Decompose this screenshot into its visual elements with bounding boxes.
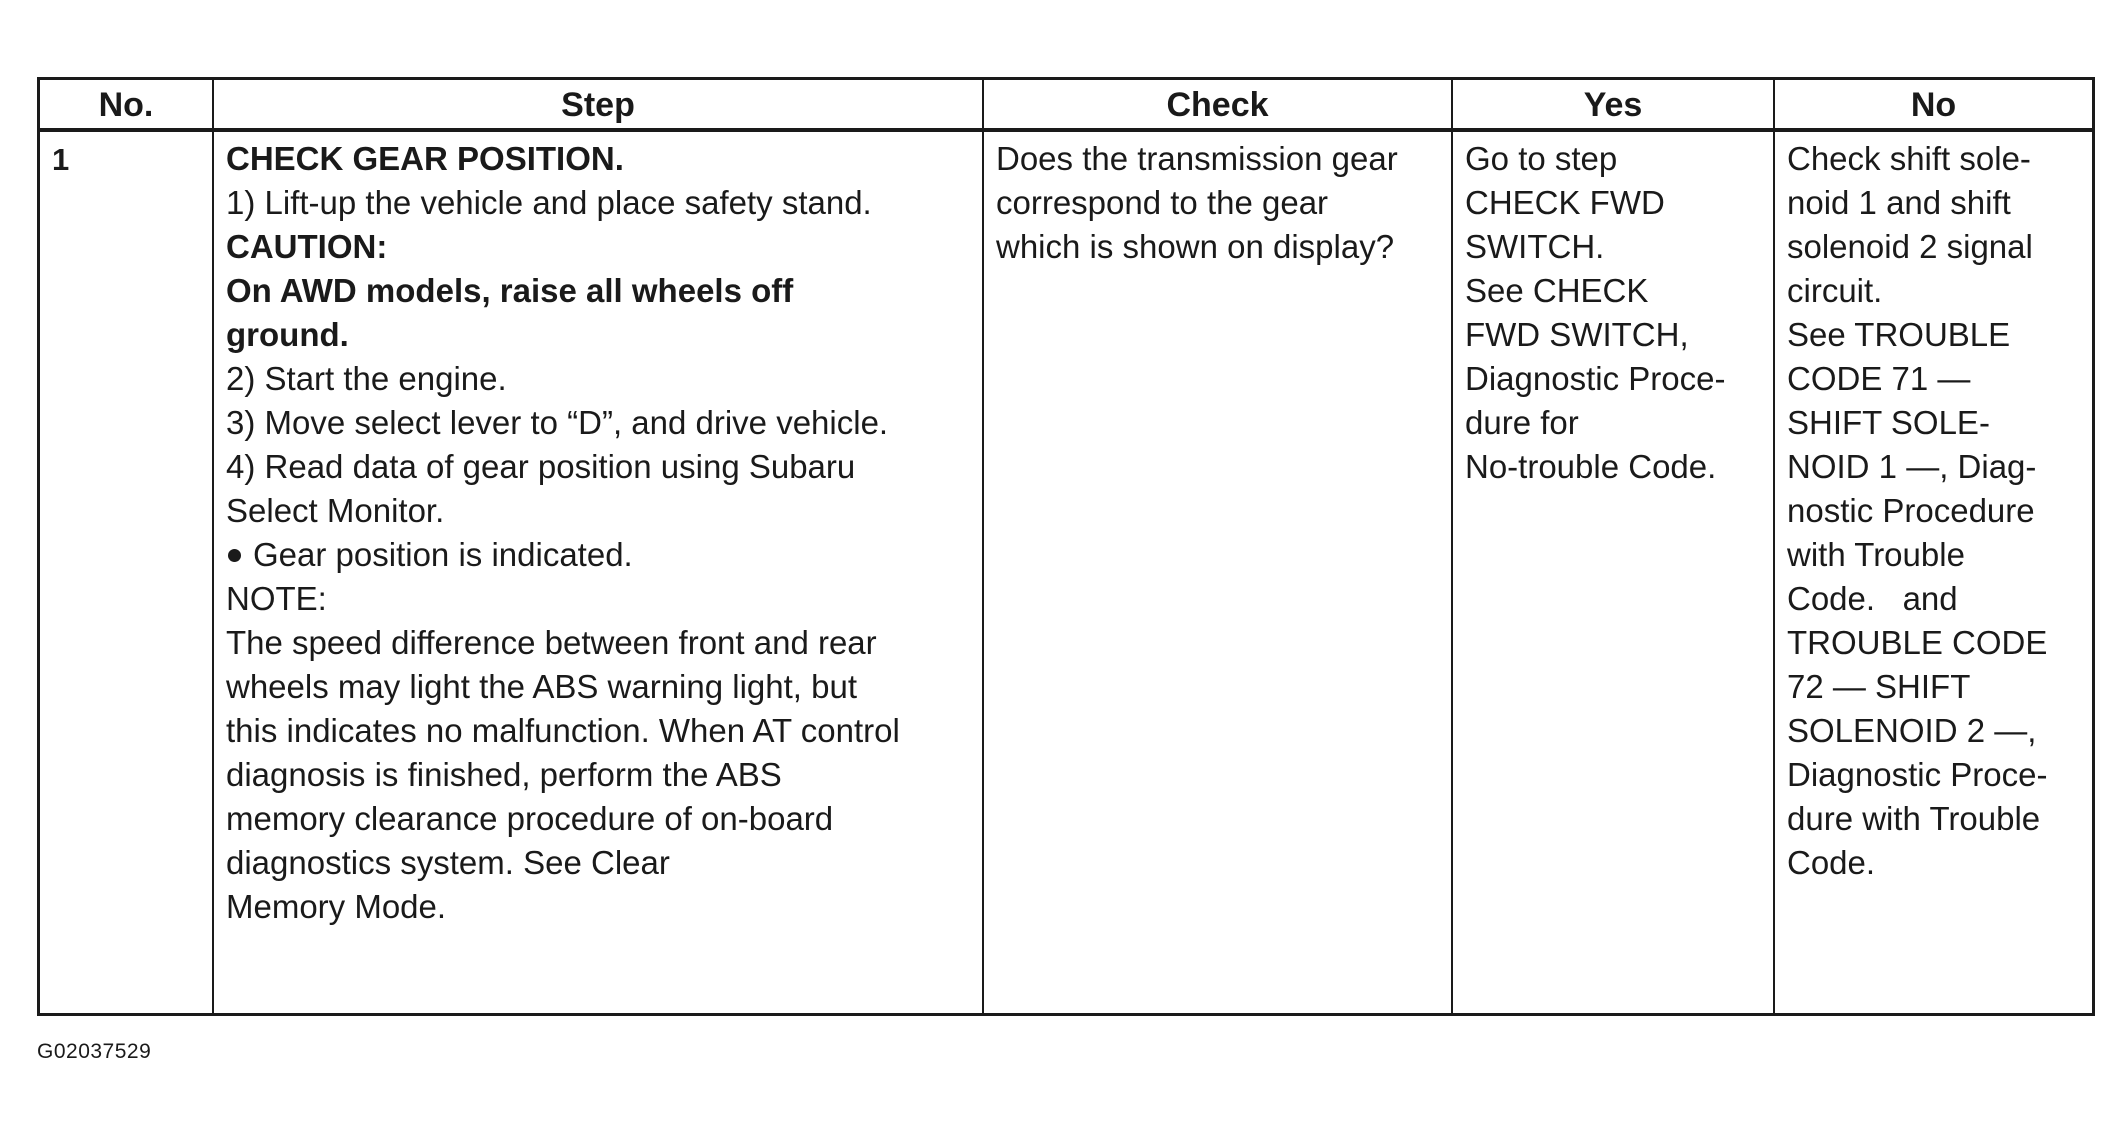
bullet-icon xyxy=(228,549,241,562)
caution-text: On AWD models, raise all wheels off xyxy=(226,272,794,309)
yes-line: Diagnostic Proce- xyxy=(1465,360,1726,397)
figure-id: G02037529 xyxy=(37,1040,152,1063)
note-text: memory clearance procedure of on-board xyxy=(226,800,834,837)
table-header-row xyxy=(40,80,2092,130)
caution-label: CAUTION: xyxy=(226,228,388,265)
note-label: NOTE: xyxy=(226,580,327,617)
step-number: 1 xyxy=(52,142,70,177)
no-line: See TROUBLE xyxy=(1787,316,2011,353)
note-text: diagnostics system. See Clear xyxy=(226,844,670,881)
diagnostic-table-frame xyxy=(37,77,2095,1016)
check-line: which is shown on display? xyxy=(996,228,1395,265)
step-line: 2) Start the engine. xyxy=(226,360,507,397)
check-line: Does the transmission gear xyxy=(996,140,1398,177)
cell-step xyxy=(213,130,983,1013)
no-line: Diagnostic Proce- xyxy=(1787,756,2048,793)
check-line: correspond to the gear xyxy=(996,184,1329,221)
no-line: NOID 1 —, Diag- xyxy=(1787,448,2037,485)
no-line: CODE 71 — xyxy=(1787,360,1971,397)
diagnostic-table xyxy=(40,80,2092,1013)
no-line: 72 — SHIFT xyxy=(1787,668,1971,705)
no-line: solenoid 2 signal xyxy=(1787,228,2033,265)
no-line: Code. and xyxy=(1787,580,1958,617)
bullet-item xyxy=(226,533,972,577)
header-no: No. xyxy=(40,80,213,130)
no-line: Check shift sole- xyxy=(1787,140,2031,177)
no-line: noid 1 and shift xyxy=(1787,184,2011,221)
yes-line: FWD SWITCH, xyxy=(1465,316,1689,353)
yes-line: CHECK FWD xyxy=(1465,184,1665,221)
header-check: Check xyxy=(983,80,1452,130)
yes-line: dure for xyxy=(1465,404,1579,441)
table-row xyxy=(40,130,2092,1013)
note-text: Memory Mode. xyxy=(226,888,447,925)
yes-line: Go to step xyxy=(1465,140,1618,177)
yes-line: See CHECK xyxy=(1465,272,1649,309)
cell-check xyxy=(983,130,1452,1013)
step-line: 1) Lift-up the vehicle and place safety stand. xyxy=(226,184,872,221)
cell-yes xyxy=(1452,130,1774,1013)
header-no-result: No xyxy=(1774,80,2092,130)
note-text: this indicates no malfunction. When AT control xyxy=(226,712,900,749)
no-line: SHIFT SOLE- xyxy=(1787,404,1990,441)
no-line: with Trouble xyxy=(1787,536,1965,573)
step-line: Select Monitor. xyxy=(226,492,445,529)
note-text: The speed difference between front and rear xyxy=(226,624,877,661)
bullet-text: Gear position is indicated. xyxy=(253,536,633,573)
no-line: Code. xyxy=(1787,844,1876,881)
header-yes: Yes xyxy=(1452,80,1774,130)
caution-text: ground. xyxy=(226,316,349,353)
note-text: wheels may light the ABS warning light, but xyxy=(226,668,858,705)
cell-no-result xyxy=(1774,130,2092,1013)
no-line: TROUBLE CODE xyxy=(1787,624,2048,661)
step-line: 3) Move select lever to “D”, and drive vehicle. xyxy=(226,404,889,441)
yes-line: SWITCH. xyxy=(1465,228,1605,265)
header-step: Step xyxy=(213,80,983,130)
cell-step-number xyxy=(40,130,213,1013)
no-line: SOLENOID 2 —, xyxy=(1787,712,2037,749)
no-line: dure with Trouble xyxy=(1787,800,2041,837)
note-text: diagnosis is finished, perform the ABS xyxy=(226,756,782,793)
step-line: 4) Read data of gear position using Subaru xyxy=(226,448,856,485)
step-title: CHECK GEAR POSITION. xyxy=(226,140,624,177)
yes-line: No-trouble Code. xyxy=(1465,448,1717,485)
no-line: circuit. xyxy=(1787,272,1883,309)
no-line: nostic Procedure xyxy=(1787,492,2035,529)
